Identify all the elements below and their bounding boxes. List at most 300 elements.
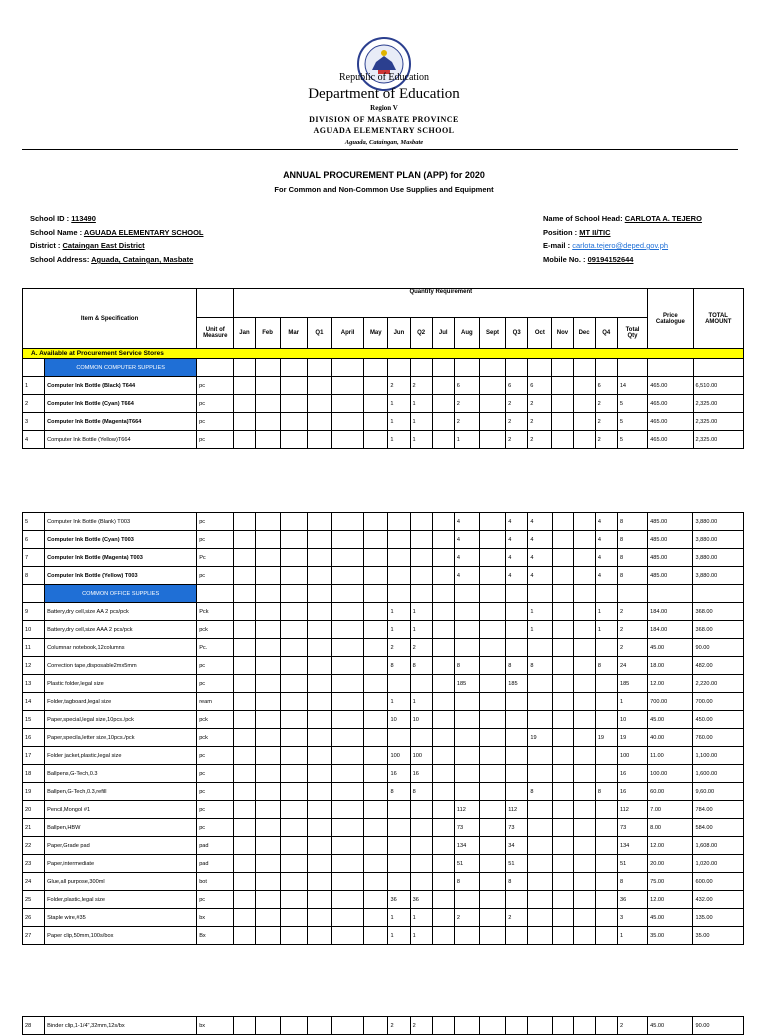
qty-cell-jul bbox=[432, 729, 454, 747]
qty-cell-mar bbox=[280, 1017, 307, 1035]
qty-cell-jul bbox=[432, 431, 454, 449]
row-number: 17 bbox=[23, 747, 45, 765]
unit-of-measure: bx bbox=[197, 909, 234, 927]
blank-cell bbox=[234, 359, 255, 377]
qty-cell-q1 bbox=[307, 873, 331, 891]
price-catalogue: 465.00 bbox=[648, 413, 693, 431]
qty-cell-jun bbox=[388, 729, 410, 747]
row-number: 23 bbox=[23, 855, 45, 873]
qty-cell-mar bbox=[280, 891, 307, 909]
blank-cell bbox=[552, 359, 573, 377]
qty-cell-feb bbox=[255, 837, 280, 855]
qty-cell-aug: 8 bbox=[454, 657, 479, 675]
unit-of-measure: pc bbox=[197, 765, 234, 783]
qty-cell-q4 bbox=[595, 909, 617, 927]
qty-cell-mar bbox=[280, 693, 307, 711]
qty-cell-jan bbox=[234, 801, 255, 819]
qty-cell-nov bbox=[552, 549, 573, 567]
qty-cell-mar bbox=[280, 531, 307, 549]
qty-cell-may bbox=[364, 801, 388, 819]
total-amount: 2,220.00 bbox=[693, 675, 744, 693]
category-row bbox=[23, 359, 744, 377]
qty-cell-total-qty: 19 bbox=[617, 729, 647, 747]
header-row-top bbox=[23, 289, 744, 318]
qty-cell-nov bbox=[552, 675, 573, 693]
qty-cell-sept bbox=[480, 621, 506, 639]
qty-cell-total-qty: 73 bbox=[617, 819, 647, 837]
qty-cell-feb bbox=[255, 567, 280, 585]
table-row bbox=[23, 819, 744, 837]
blank-cell bbox=[506, 359, 528, 377]
qty-cell-nov bbox=[552, 783, 573, 801]
qty-cell-april bbox=[332, 747, 364, 765]
qty-cell-aug: 8 bbox=[454, 873, 479, 891]
qty-cell-mar bbox=[280, 801, 307, 819]
qty-cell-mar bbox=[280, 927, 307, 945]
qty-cell-q1 bbox=[307, 927, 331, 945]
mobile-value: 09194152644 bbox=[587, 255, 634, 264]
qty-cell-sept bbox=[480, 603, 506, 621]
qty-cell-q4: 1 bbox=[595, 621, 617, 639]
qty-cell-q1 bbox=[307, 1017, 331, 1035]
qty-cell-oct: 4 bbox=[528, 549, 552, 567]
qty-cell-sept bbox=[480, 765, 506, 783]
qty-cell-q1 bbox=[307, 395, 331, 413]
qty-cell-feb bbox=[255, 675, 280, 693]
qty-cell-april bbox=[332, 639, 364, 657]
qty-cell-q4: 4 bbox=[595, 513, 617, 531]
qty-cell-may bbox=[364, 1017, 388, 1035]
qty-cell-aug: 6 bbox=[454, 377, 479, 395]
qty-cell-feb bbox=[255, 909, 280, 927]
qty-cell-sept bbox=[480, 729, 506, 747]
qty-cell-feb bbox=[255, 1017, 280, 1035]
qty-cell-may bbox=[364, 431, 388, 449]
qty-cell-q3: 112 bbox=[506, 801, 528, 819]
qty-cell-aug: 2 bbox=[454, 909, 479, 927]
qty-cell-q2: 1 bbox=[410, 413, 432, 431]
qty-cell-q1 bbox=[307, 603, 331, 621]
unit-of-measure: pc bbox=[197, 891, 234, 909]
qty-cell-feb bbox=[255, 873, 280, 891]
qty-cell-q4 bbox=[595, 693, 617, 711]
price-catalogue: 184.00 bbox=[648, 621, 693, 639]
qty-cell-jan bbox=[234, 765, 255, 783]
position-line bbox=[543, 228, 611, 237]
qty-cell-dec bbox=[573, 783, 595, 801]
qty-cell-nov bbox=[552, 621, 573, 639]
table-row bbox=[23, 567, 744, 585]
qty-cell-oct bbox=[528, 927, 552, 945]
unit-of-measure: pc bbox=[197, 531, 234, 549]
qty-cell-jun bbox=[388, 513, 410, 531]
qty-cell-aug: 73 bbox=[454, 819, 479, 837]
qty-cell-total-qty: 3 bbox=[617, 909, 647, 927]
unit-of-measure: pck bbox=[197, 729, 234, 747]
qty-cell-nov bbox=[552, 693, 573, 711]
qty-cell-may bbox=[364, 747, 388, 765]
item-specification-header: Item & Specification bbox=[23, 289, 197, 349]
qty-cell-sept bbox=[480, 675, 506, 693]
qty-cell-aug: 185 bbox=[454, 675, 479, 693]
qty-cell-jul bbox=[432, 603, 454, 621]
qty-cell-may bbox=[364, 693, 388, 711]
qty-cell-q3: 4 bbox=[506, 531, 528, 549]
price-catalogue: 485.00 bbox=[648, 513, 693, 531]
qty-cell-total-qty: 8 bbox=[617, 873, 647, 891]
month-header-jul: Jul bbox=[432, 318, 454, 349]
qty-cell-mar bbox=[280, 621, 307, 639]
item-specification: Computer Ink Bottle (Cyan) T664 bbox=[45, 395, 197, 413]
qty-cell-sept bbox=[479, 431, 505, 449]
table-row bbox=[23, 395, 744, 413]
price-catalogue-header: Price Catalogue bbox=[648, 289, 693, 349]
qty-cell-q1 bbox=[307, 377, 331, 395]
month-header-oct: Oct bbox=[528, 318, 552, 349]
blank-cell bbox=[454, 359, 479, 377]
month-header-sept: Sept bbox=[479, 318, 505, 349]
qty-cell-may bbox=[364, 395, 388, 413]
school-id-line bbox=[30, 214, 96, 223]
qty-cell-dec bbox=[573, 377, 595, 395]
blank-cell bbox=[432, 359, 454, 377]
row-number: 19 bbox=[23, 783, 45, 801]
plan-title: ANNUAL PROCUREMENT PLAN (APP) for 2020 bbox=[283, 170, 485, 180]
item-specification: Computer Ink Bottle (Yellow)T664 bbox=[45, 431, 197, 449]
qty-cell-mar bbox=[280, 377, 307, 395]
qty-cell-aug bbox=[454, 693, 479, 711]
qty-cell-jul bbox=[432, 801, 454, 819]
qty-cell-oct bbox=[528, 765, 552, 783]
qty-cell-dec bbox=[573, 909, 595, 927]
qty-cell-dec bbox=[573, 603, 595, 621]
blank-cell bbox=[197, 359, 234, 377]
price-catalogue: 465.00 bbox=[648, 377, 693, 395]
qty-cell-oct bbox=[528, 675, 552, 693]
qty-cell-may bbox=[364, 783, 388, 801]
blank-cell bbox=[573, 359, 595, 377]
blank-cell bbox=[197, 289, 234, 318]
table-row bbox=[23, 855, 744, 873]
qty-cell-feb bbox=[255, 431, 280, 449]
row-number: 9 bbox=[23, 603, 45, 621]
row-number: 8 bbox=[23, 567, 45, 585]
qty-cell-oct bbox=[528, 639, 552, 657]
blank-cell bbox=[388, 585, 410, 603]
price-catalogue: 465.00 bbox=[648, 431, 693, 449]
blank-cell bbox=[617, 585, 647, 603]
total-amount: 3,880.00 bbox=[693, 549, 744, 567]
qty-cell-q2: 1 bbox=[410, 693, 432, 711]
qty-cell-mar bbox=[280, 837, 307, 855]
qty-cell-april bbox=[332, 801, 364, 819]
qty-cell-may bbox=[364, 549, 388, 567]
unit-of-measure: pc bbox=[197, 819, 234, 837]
qty-cell-q1 bbox=[307, 639, 331, 657]
qty-cell-sept bbox=[480, 819, 506, 837]
qty-cell-jan bbox=[234, 513, 255, 531]
qty-cell-feb bbox=[255, 711, 280, 729]
qty-cell-aug: 1 bbox=[454, 431, 479, 449]
unit-of-measure: pck bbox=[197, 621, 234, 639]
qty-cell-aug bbox=[454, 729, 479, 747]
qty-cell-april bbox=[332, 909, 364, 927]
qty-cell-dec bbox=[573, 729, 595, 747]
qty-cell-nov bbox=[552, 513, 573, 531]
qty-cell-oct bbox=[528, 693, 552, 711]
qty-cell-q3 bbox=[506, 621, 528, 639]
table-row bbox=[23, 711, 744, 729]
qty-cell-q4: 8 bbox=[595, 783, 617, 801]
item-specification: Staple wire,#35 bbox=[45, 909, 197, 927]
qty-cell-dec bbox=[573, 531, 595, 549]
qty-cell-total-qty: 14 bbox=[617, 377, 647, 395]
qty-cell-feb bbox=[255, 855, 280, 873]
qty-cell-q3 bbox=[506, 693, 528, 711]
qty-cell-feb bbox=[255, 927, 280, 945]
qty-cell-mar bbox=[280, 855, 307, 873]
qty-cell-jun: 2 bbox=[388, 1017, 410, 1035]
blank-cell bbox=[364, 359, 388, 377]
qty-cell-jan bbox=[234, 1017, 255, 1035]
qty-cell-dec bbox=[573, 837, 595, 855]
email-link[interactable]: carlota.tejero@deped.gov.ph bbox=[572, 241, 669, 250]
qty-cell-sept bbox=[480, 567, 506, 585]
qty-cell-aug bbox=[454, 711, 479, 729]
qty-cell-jul bbox=[432, 909, 454, 927]
qty-cell-total-qty: 24 bbox=[617, 657, 647, 675]
qty-cell-total-qty: 185 bbox=[617, 675, 647, 693]
qty-cell-q2 bbox=[410, 801, 432, 819]
qty-cell-nov bbox=[552, 765, 573, 783]
table-row bbox=[23, 747, 744, 765]
qty-cell-jan bbox=[234, 909, 255, 927]
qty-cell-feb bbox=[255, 513, 280, 531]
qty-cell-april bbox=[332, 675, 364, 693]
qty-cell-dec bbox=[573, 413, 595, 431]
qty-cell-mar bbox=[280, 567, 307, 585]
qty-cell-april bbox=[332, 765, 364, 783]
qty-cell-may bbox=[364, 513, 388, 531]
qty-cell-q3: 2 bbox=[506, 413, 528, 431]
qty-cell-mar bbox=[280, 765, 307, 783]
qty-cell-oct bbox=[528, 801, 552, 819]
qty-cell-q4: 8 bbox=[595, 657, 617, 675]
qty-cell-q3 bbox=[506, 1017, 528, 1035]
school-name-label: School Name : bbox=[30, 228, 83, 237]
qty-cell-dec bbox=[573, 927, 595, 945]
qty-cell-nov bbox=[552, 395, 573, 413]
item-specification: Correction tape,disposable2mx5mm bbox=[45, 657, 197, 675]
section-a-heading: A. Available at Procurement Service Stores bbox=[23, 349, 744, 359]
qty-cell-oct: 8 bbox=[528, 783, 552, 801]
total-amount: 368.00 bbox=[693, 621, 744, 639]
qty-cell-jul bbox=[432, 513, 454, 531]
row-number: 24 bbox=[23, 873, 45, 891]
qty-cell-q3: 2 bbox=[506, 431, 528, 449]
item-specification: Glue,all purpose,300ml bbox=[45, 873, 197, 891]
qty-cell-aug bbox=[454, 603, 479, 621]
item-specification: Folder jacket,plastic,legal size bbox=[45, 747, 197, 765]
qty-cell-q1 bbox=[307, 413, 331, 431]
qty-cell-sept bbox=[480, 1017, 506, 1035]
qty-cell-sept bbox=[480, 801, 506, 819]
mobile-line bbox=[543, 255, 633, 264]
qty-cell-may bbox=[364, 531, 388, 549]
district-line bbox=[30, 241, 145, 250]
qty-cell-total-qty: 100 bbox=[617, 747, 647, 765]
qty-cell-oct: 6 bbox=[528, 377, 552, 395]
total-amount: 784.00 bbox=[693, 801, 744, 819]
total-amount: 3,880.00 bbox=[693, 567, 744, 585]
qty-cell-q4 bbox=[595, 891, 617, 909]
price-catalogue: 45.00 bbox=[648, 1017, 693, 1035]
qty-cell-dec bbox=[573, 621, 595, 639]
qty-cell-jan bbox=[234, 891, 255, 909]
qty-cell-nov bbox=[552, 855, 573, 873]
qty-cell-nov bbox=[552, 639, 573, 657]
qty-cell-jul bbox=[432, 675, 454, 693]
qty-cell-feb bbox=[255, 657, 280, 675]
qty-cell-feb bbox=[255, 693, 280, 711]
qty-cell-q4: 4 bbox=[595, 531, 617, 549]
total-amount: 2,325.00 bbox=[693, 431, 743, 449]
qty-cell-total-qty: 2 bbox=[617, 639, 647, 657]
qty-cell-jun bbox=[388, 531, 410, 549]
qty-cell-jan bbox=[234, 621, 255, 639]
item-specification: Paper clip,50mm,100s/box bbox=[45, 927, 197, 945]
qty-cell-oct bbox=[528, 909, 552, 927]
blank-cell bbox=[693, 585, 744, 603]
qty-cell-q2: 1 bbox=[410, 621, 432, 639]
category-computer-supplies: COMMON COMPUTER SUPPLIES bbox=[45, 359, 197, 377]
price-catalogue: 465.00 bbox=[648, 395, 693, 413]
category-row bbox=[23, 585, 744, 603]
qty-cell-april bbox=[332, 837, 364, 855]
total-amount: 700.00 bbox=[693, 693, 744, 711]
qty-cell-nov bbox=[552, 567, 573, 585]
qty-cell-mar bbox=[280, 413, 307, 431]
qty-cell-nov bbox=[552, 891, 573, 909]
qty-cell-q3: 4 bbox=[506, 549, 528, 567]
row-number: 12 bbox=[23, 657, 45, 675]
qty-cell-jun: 16 bbox=[388, 765, 410, 783]
month-header-aug: Aug bbox=[454, 318, 479, 349]
qty-cell-q1 bbox=[307, 837, 331, 855]
qty-cell-jun bbox=[388, 873, 410, 891]
qty-cell-q2: 2 bbox=[410, 377, 432, 395]
qty-cell-total-qty: 51 bbox=[617, 855, 647, 873]
letterhead-division: DIVISION OF MASBATE PROVINCE bbox=[309, 115, 459, 124]
position-label: Position : bbox=[543, 228, 578, 237]
unit-of-measure: pc bbox=[197, 377, 234, 395]
qty-cell-dec bbox=[573, 567, 595, 585]
blank-cell bbox=[388, 359, 410, 377]
price-catalogue: 11.00 bbox=[648, 747, 693, 765]
qty-cell-jun: 100 bbox=[388, 747, 410, 765]
qty-cell-sept bbox=[480, 747, 506, 765]
qty-cell-jul bbox=[432, 1017, 454, 1035]
qty-cell-mar bbox=[280, 873, 307, 891]
qty-cell-dec bbox=[573, 891, 595, 909]
table-row bbox=[23, 675, 744, 693]
item-specification: Folder,tagboard,legal size bbox=[45, 693, 197, 711]
month-header-mar: Mar bbox=[280, 318, 307, 349]
qty-cell-feb bbox=[255, 639, 280, 657]
qty-cell-nov bbox=[552, 729, 573, 747]
qty-cell-april bbox=[332, 621, 364, 639]
month-header-jan: Jan bbox=[234, 318, 255, 349]
qty-cell-oct: 8 bbox=[528, 657, 552, 675]
qty-cell-may bbox=[364, 711, 388, 729]
qty-cell-jan bbox=[234, 549, 255, 567]
blank-cell bbox=[364, 585, 388, 603]
blank-cell bbox=[528, 359, 552, 377]
month-header-jun: Jun bbox=[388, 318, 410, 349]
school-address-line bbox=[30, 255, 193, 264]
price-catalogue: 60.00 bbox=[648, 783, 693, 801]
position-value: MT II/TIC bbox=[579, 228, 611, 237]
letterhead-divider bbox=[22, 149, 738, 150]
table-row bbox=[23, 531, 744, 549]
row-number: 20 bbox=[23, 801, 45, 819]
blank-cell bbox=[332, 585, 364, 603]
email-line bbox=[543, 241, 668, 250]
qty-cell-aug: 134 bbox=[454, 837, 479, 855]
price-catalogue: 45.00 bbox=[648, 639, 693, 657]
qty-cell-q3 bbox=[506, 747, 528, 765]
school-address-value: Aguada, Cataingan, Masbate bbox=[91, 255, 194, 264]
qty-cell-feb bbox=[255, 747, 280, 765]
qty-cell-dec bbox=[573, 395, 595, 413]
total-amount: 3,880.00 bbox=[693, 531, 744, 549]
qty-cell-oct: 1 bbox=[528, 621, 552, 639]
qty-cell-dec bbox=[573, 675, 595, 693]
qty-cell-nov bbox=[552, 431, 573, 449]
blank-cell bbox=[528, 585, 552, 603]
district-value: Cataingan East District bbox=[62, 241, 145, 250]
qty-cell-dec bbox=[573, 765, 595, 783]
blank-cell bbox=[595, 359, 617, 377]
quantity-requirement-header: Quantity Requirement bbox=[234, 289, 648, 318]
qty-cell-jun: 36 bbox=[388, 891, 410, 909]
qty-cell-mar bbox=[280, 729, 307, 747]
blank-cell bbox=[552, 585, 573, 603]
blank-cell bbox=[410, 585, 432, 603]
qty-cell-jul bbox=[432, 549, 454, 567]
qty-cell-q3: 2 bbox=[506, 909, 528, 927]
unit-of-measure: pc bbox=[197, 747, 234, 765]
qty-cell-jul bbox=[432, 567, 454, 585]
price-catalogue: 485.00 bbox=[648, 549, 693, 567]
qty-cell-mar bbox=[280, 657, 307, 675]
total-amount: 2,325.00 bbox=[693, 413, 743, 431]
qty-cell-jan bbox=[234, 431, 255, 449]
item-specification: Battery,dry cell,size AAA 2 pcs/pck bbox=[45, 621, 197, 639]
month-header-april: April bbox=[332, 318, 364, 349]
qty-cell-aug bbox=[454, 1017, 479, 1035]
qty-cell-aug: 2 bbox=[454, 395, 479, 413]
qty-cell-may bbox=[364, 603, 388, 621]
row-number: 16 bbox=[23, 729, 45, 747]
qty-cell-nov bbox=[552, 531, 573, 549]
item-specification: Computer Ink Bottle (Cyan) T003 bbox=[45, 531, 197, 549]
qty-cell-dec bbox=[573, 549, 595, 567]
price-catalogue: 485.00 bbox=[648, 531, 693, 549]
qty-cell-jan bbox=[234, 377, 255, 395]
item-specification: Pencil,Mongol #1 bbox=[45, 801, 197, 819]
total-amount: 90.00 bbox=[693, 1017, 744, 1035]
